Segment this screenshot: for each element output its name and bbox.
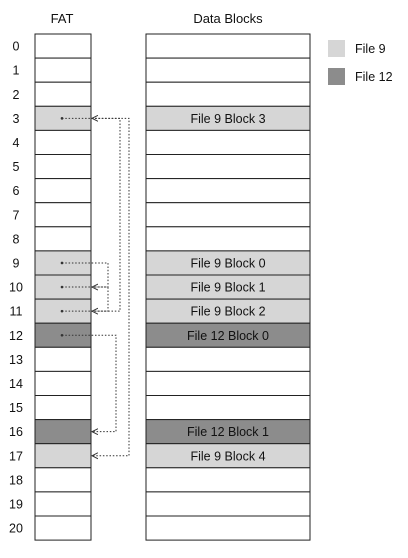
row-index-13: 13 bbox=[9, 352, 23, 367]
data-block-20 bbox=[146, 516, 310, 540]
row-index-10: 10 bbox=[9, 280, 23, 295]
data-block-label: File 12 Block 0 bbox=[187, 328, 269, 343]
row-index-1: 1 bbox=[12, 63, 20, 78]
fat-link-origin-dot bbox=[61, 262, 64, 265]
data-block-6 bbox=[146, 179, 310, 203]
fat-entry-4 bbox=[35, 130, 91, 154]
data-block-label: File 12 Block 1 bbox=[187, 425, 269, 440]
row-index-16: 16 bbox=[9, 425, 23, 440]
fat-entry-19 bbox=[35, 492, 91, 516]
row-index-17: 17 bbox=[9, 449, 23, 464]
fat-entry-2 bbox=[35, 82, 91, 106]
fat-entry-17 bbox=[35, 444, 91, 468]
fat-link-origin-dot bbox=[61, 334, 64, 337]
row-index-20: 20 bbox=[9, 521, 23, 536]
fat-entry-14 bbox=[35, 371, 91, 395]
legend-swatch-file9 bbox=[328, 40, 345, 57]
fat-entry-1 bbox=[35, 58, 91, 82]
row-index-2: 2 bbox=[12, 87, 20, 102]
data-blocks-header: Data Blocks bbox=[193, 11, 263, 26]
data-block-15 bbox=[146, 396, 310, 420]
data-block-7 bbox=[146, 203, 310, 227]
data-block-label: File 9 Block 4 bbox=[190, 449, 266, 464]
row-index-18: 18 bbox=[9, 473, 23, 488]
fat-header: FAT bbox=[50, 11, 74, 26]
fat-link-origin-dot bbox=[61, 286, 64, 289]
row-index-8: 8 bbox=[12, 232, 20, 247]
data-block-1 bbox=[146, 58, 310, 82]
row-index-9: 9 bbox=[12, 256, 20, 271]
row-index-7: 7 bbox=[12, 208, 20, 223]
row-index-12: 12 bbox=[9, 328, 23, 343]
fat-link-origin-dot bbox=[61, 117, 64, 120]
fat-entry-0 bbox=[35, 34, 91, 58]
data-block-label: File 9 Block 2 bbox=[190, 304, 266, 319]
data-block-19 bbox=[146, 492, 310, 516]
fat-entry-5 bbox=[35, 155, 91, 179]
fat-entry-13 bbox=[35, 347, 91, 371]
rows-layer bbox=[9, 34, 310, 540]
data-block-0 bbox=[146, 34, 310, 58]
row-index-4: 4 bbox=[12, 135, 20, 150]
legend-label-file12: File 12 bbox=[355, 70, 393, 84]
data-block-4 bbox=[146, 130, 310, 154]
fat-entry-8 bbox=[35, 227, 91, 251]
fat-link-origin-dot bbox=[61, 310, 64, 313]
fat-entry-16 bbox=[35, 420, 91, 444]
data-block-14 bbox=[146, 371, 310, 395]
row-index-3: 3 bbox=[12, 111, 20, 126]
data-block-label: File 9 Block 3 bbox=[190, 111, 266, 126]
data-block-2 bbox=[146, 82, 310, 106]
fat-entry-20 bbox=[35, 516, 91, 540]
row-index-14: 14 bbox=[9, 376, 23, 391]
row-index-6: 6 bbox=[12, 184, 20, 199]
row-index-0: 0 bbox=[12, 39, 20, 54]
fat-entry-6 bbox=[35, 179, 91, 203]
data-block-8 bbox=[146, 227, 310, 251]
legend-swatch-file12 bbox=[328, 68, 345, 85]
row-index-15: 15 bbox=[9, 401, 23, 416]
fat-entry-7 bbox=[35, 203, 91, 227]
row-index-19: 19 bbox=[9, 497, 23, 512]
data-block-label: File 9 Block 0 bbox=[190, 256, 266, 271]
data-block-18 bbox=[146, 468, 310, 492]
legend bbox=[328, 40, 393, 85]
fat-entry-15 bbox=[35, 396, 91, 420]
data-block-5 bbox=[146, 155, 310, 179]
row-index-5: 5 bbox=[12, 160, 20, 175]
row-index-11: 11 bbox=[9, 304, 23, 319]
legend-label-file9: File 9 bbox=[355, 42, 386, 56]
data-block-13 bbox=[146, 347, 310, 371]
data-block-label: File 9 Block 1 bbox=[190, 280, 266, 295]
fat-entry-18 bbox=[35, 468, 91, 492]
